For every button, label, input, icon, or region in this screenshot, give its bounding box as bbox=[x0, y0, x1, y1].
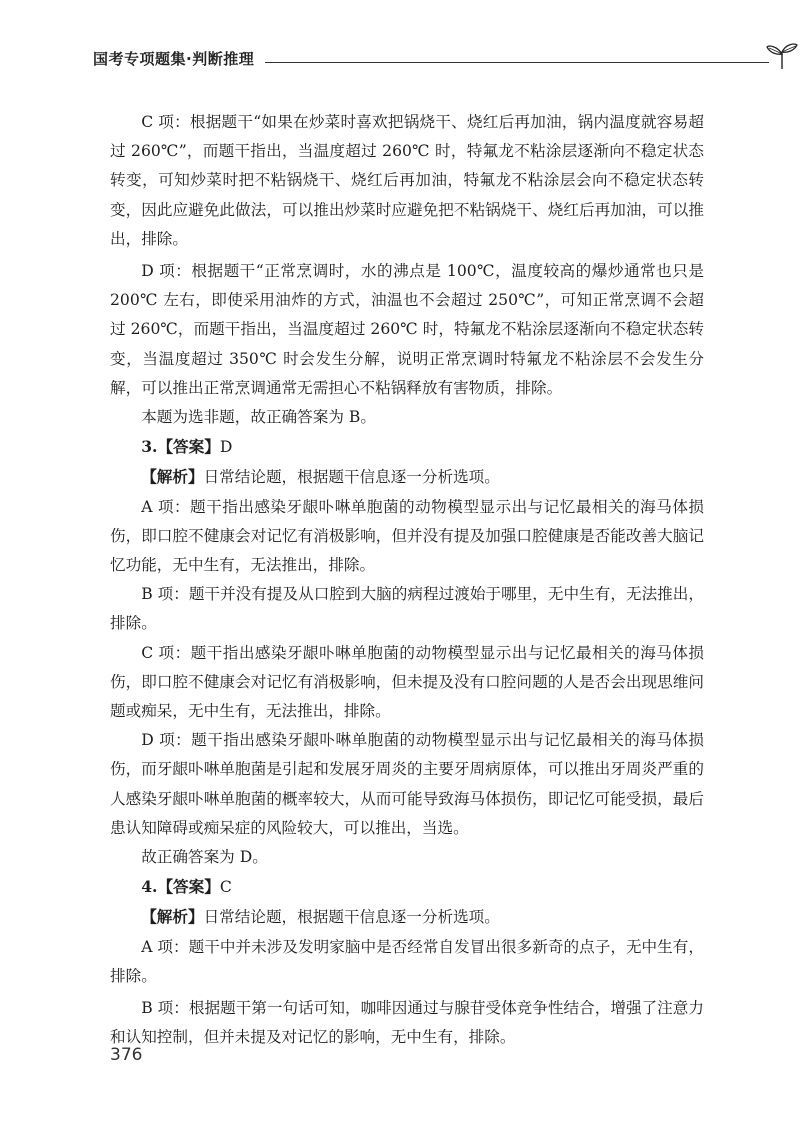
conclusion-paragraph: 故正确答案为 D。 bbox=[141, 848, 268, 867]
a-option-paragraph: A 项：题干中并未涉及发明家脑中是否经常自发冒出很多新奇的点子，无中生有，排除。 bbox=[110, 937, 704, 985]
analysis-heading-4 bbox=[110, 902, 704, 932]
answer-heading-3 bbox=[110, 432, 704, 462]
page-body bbox=[110, 108, 704, 1053]
header-rule bbox=[265, 62, 769, 63]
b-option-paragraph: B 项：题干并没有提及从口腔到大脑的病程过渡始于哪里，无中生有，无法推出，排除。 bbox=[110, 585, 704, 633]
answer-label: 3.【答案】 bbox=[141, 437, 220, 457]
answer-label: 4.【答案】 bbox=[141, 877, 220, 897]
c-option-paragraph: C 项：题干指出感染牙龈卟啉单胞菌的动物模型显示出与记忆最相关的海马体损伤，即口腔不健康会对记忆有消极影响，但未提及没有口腔问题的人是否会出现思维问题或痴呆，无中生有，无法推出，排除。 bbox=[110, 643, 704, 721]
analysis-label: 【解析】 bbox=[141, 467, 204, 487]
analysis-label: 【解析】 bbox=[141, 907, 204, 927]
analysis-text: 日常结论题，根据题干信息逐一分析选项。 bbox=[203, 908, 500, 927]
c-option-paragraph: C 项：根据题干“如果在炒菜时喜欢把锅烧干、烧红后再加油，锅内温度就容易超过 260℃”，而题干指出，当温度超过 260℃ 时，特氟龙不粘涂层逐渐向不稳定状态转变，可知炒菜时把不粘锅烧干、烧红后再加油，特氟龙不粘涂层会向不稳定状态转变，因此应避免此做法，可以推出炒菜时应避免把不粘锅烧干、烧红后再加油，可以推出，排除。 bbox=[110, 113, 704, 248]
page-number: 376 bbox=[110, 1045, 143, 1065]
a-option-paragraph: A 项：题干指出感染牙龈卟啉单胞菌的动物模型显示出与记忆最相关的海马体损伤，即口腔不健康会对记忆有消极影响，但并没有提及加强口腔健康是否能改善大脑记忆功能，无中生有，无法推出，排除。 bbox=[110, 497, 704, 575]
d-option-paragraph: D 项：题干指出感染牙龈卟啉单胞菌的动物模型显示出与记忆最相关的海马体损伤，而牙龈卟啉单胞菌是引起和发展牙周炎的主要牙周病原体，可以推出牙周炎严重的人感染牙龈卟啉单胞菌的概率较大，从而可能导致海马体损伤，即记忆可能受损，最后患认知障碍或痴呆症的风险较大，可以推出，当选。 bbox=[110, 731, 704, 837]
sprout-icon bbox=[765, 40, 799, 70]
analysis-heading-3 bbox=[110, 462, 704, 492]
conclusion-paragraph: 本题为选非题，故正确答案为 B。 bbox=[141, 408, 376, 427]
running-header bbox=[93, 40, 713, 80]
d-option-paragraph: D 项：根据题干“正常烹调时，水的沸点是 100℃，温度较高的爆炒通常也只是 200℃ 左右，即使采用油炸的方式，油温也不会超过 250℃”，可知正常烹调不会超过 260℃，而题干指出，当温度超过 260℃ 时，特氟龙不粘涂层逐渐向不稳定状态转变，当温度超过 350℃ 时会发生分解，说明正常烹调时特氟龙不粘涂层不会发生分解，可以推出正常烹调通常无需担心不粘锅释放有害物质，排除。 bbox=[110, 262, 704, 397]
answer-heading-4 bbox=[110, 872, 704, 902]
answer-value: D bbox=[219, 438, 233, 457]
answer-value: C bbox=[219, 878, 232, 897]
b-option-paragraph: B 项：根据题干第一句话可知，咖啡因通过与腺苷受体竞争性结合，增强了注意力和认知控制，但并未提及对记忆的影响，无中生有，排除。 bbox=[110, 999, 704, 1047]
analysis-text: 日常结论题，根据题干信息逐一分析选项。 bbox=[203, 468, 500, 487]
header-title: 国考专项题集·判断推理 bbox=[93, 50, 255, 68]
